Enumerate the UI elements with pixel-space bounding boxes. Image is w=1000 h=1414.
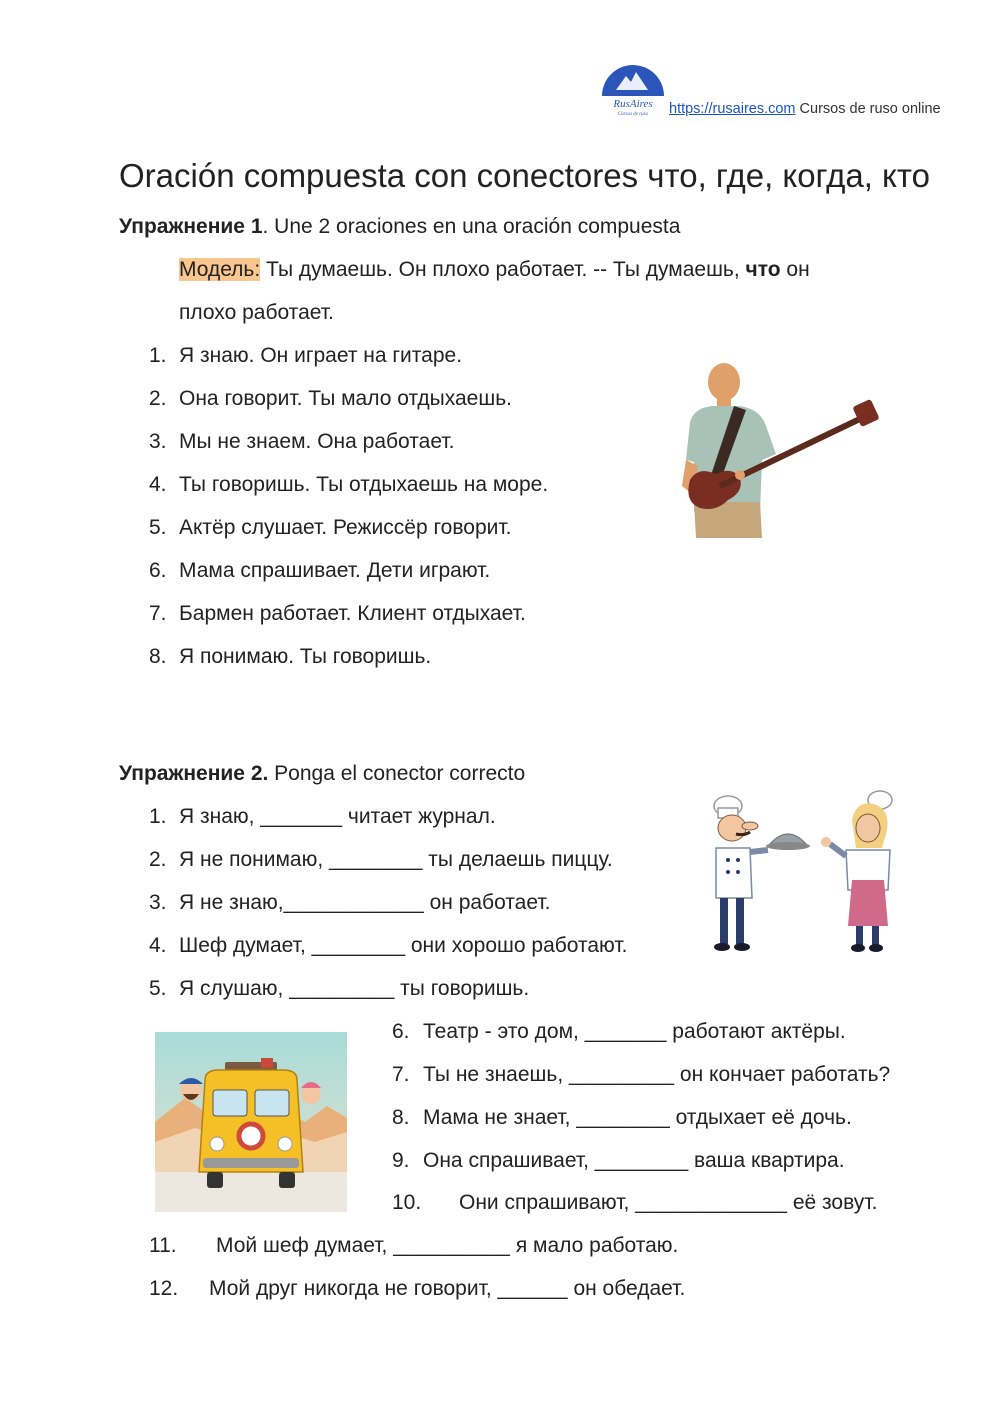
ex1-item bbox=[149, 559, 490, 583]
exercise-2-label: Упражнение 2. bbox=[119, 762, 269, 785]
item-text: Я не знаю,____________ он работает. bbox=[179, 891, 551, 914]
ex2-item bbox=[149, 934, 627, 958]
ex1-item bbox=[149, 430, 454, 454]
item-number: 6. bbox=[392, 1020, 410, 1043]
item-number: 7. bbox=[392, 1063, 410, 1086]
ex2-item bbox=[149, 1277, 685, 1301]
item-text: Мой шеф думает, __________ я мало работаю. bbox=[216, 1234, 679, 1257]
item-text: Я слушаю, _________ ты говоришь. bbox=[179, 977, 530, 1000]
page-title: Oración compuesta con conectores что, где, когда, кто bbox=[119, 157, 930, 194]
item-number: 5. bbox=[149, 516, 167, 539]
ex2-item bbox=[149, 891, 550, 915]
item-number: 12. bbox=[149, 1277, 179, 1300]
exercise-1-instruction: . Une 2 oraciones en una oración compuesta bbox=[262, 215, 681, 238]
ex1-item bbox=[149, 387, 512, 411]
item-text: Шеф думает, ________ они хорошо работают. bbox=[179, 934, 628, 957]
item-number: 11. bbox=[149, 1234, 177, 1257]
exercise-2-heading bbox=[119, 762, 525, 786]
item-number: 2. bbox=[149, 387, 167, 410]
item-number: 2. bbox=[149, 848, 167, 871]
ex2-item bbox=[392, 1063, 890, 1087]
item-number: 4. bbox=[149, 473, 167, 496]
ex1-item bbox=[149, 602, 526, 626]
item-number: 9. bbox=[392, 1149, 410, 1172]
item-text: Они спрашивают, _____________ её зовут. bbox=[459, 1191, 878, 1214]
ex1-item bbox=[149, 516, 511, 540]
van-illustration bbox=[155, 1032, 347, 1212]
item-text: Я знаю, _______ читает журнал. bbox=[179, 805, 496, 828]
model-text-end: он bbox=[780, 258, 810, 281]
item-text: Ты говоришь. Ты отдыхаешь на море. bbox=[179, 473, 549, 496]
item-text: Она говорит. Ты мало отдыхаешь. bbox=[179, 387, 512, 410]
item-number: 3. bbox=[149, 430, 167, 453]
item-number: 5. bbox=[149, 977, 167, 1000]
guitar-player-illustration bbox=[680, 362, 880, 542]
item-text: Я понимаю. Ты говоришь. bbox=[179, 645, 432, 668]
item-text: Я знаю. Он играет на гитаре. bbox=[179, 344, 463, 367]
ex1-item bbox=[149, 645, 431, 669]
ex2-item bbox=[149, 1234, 678, 1258]
ex2-item bbox=[149, 977, 529, 1001]
model-label: Модель: bbox=[179, 258, 261, 281]
svg-text:Cursos de ruso: Cursos de ruso bbox=[617, 112, 649, 117]
model-connector: что bbox=[745, 258, 781, 281]
item-number: 3. bbox=[149, 891, 167, 914]
exercise-2-instruction: Ponga el conector correcto bbox=[268, 762, 526, 785]
item-number: 8. bbox=[149, 645, 167, 668]
ex2-item bbox=[392, 1020, 846, 1044]
exercise-1-heading bbox=[119, 215, 680, 239]
ex1-item bbox=[149, 473, 548, 497]
ex2-item bbox=[392, 1149, 845, 1173]
item-text: Театр - это дом, _______ работают актёры. bbox=[423, 1020, 846, 1043]
item-number: 4. bbox=[149, 934, 167, 957]
ex2-item bbox=[392, 1106, 852, 1130]
ex2-item bbox=[149, 848, 613, 872]
item-number: 8. bbox=[392, 1106, 410, 1129]
ex2-item bbox=[149, 805, 496, 829]
item-text: Мама спрашивает. Дети играют. bbox=[179, 559, 491, 582]
svg-text:RusAires: RusAires bbox=[613, 98, 653, 110]
item-text: Актёр слушает. Режиссёр говорит. bbox=[179, 516, 512, 539]
header-link-line bbox=[669, 101, 941, 117]
ex1-item bbox=[149, 344, 462, 368]
site-tagline: Cursos de ruso online bbox=[799, 101, 941, 117]
model-line-1 bbox=[179, 258, 810, 282]
item-number: 1. bbox=[149, 344, 167, 367]
item-number: 10. bbox=[392, 1191, 422, 1214]
ex2-item bbox=[392, 1191, 877, 1215]
item-number: 1. bbox=[149, 805, 167, 828]
item-text: Она спрашивает, ________ ваша квартира. bbox=[423, 1149, 845, 1172]
item-text: Мы не знаем. Она работает. bbox=[179, 430, 455, 453]
item-text: Мама не знает, ________ отдыхает её дочь. bbox=[423, 1106, 852, 1129]
site-link[interactable]: https://rusaires.com bbox=[669, 101, 796, 117]
chefs-illustration bbox=[706, 790, 906, 955]
exercise-1-label: Упражнение 1 bbox=[119, 215, 263, 238]
model-line-2: плохо работает. bbox=[179, 301, 334, 324]
item-number: 7. bbox=[149, 602, 167, 625]
item-text: Я не понимаю, ________ ты делаешь пиццу. bbox=[179, 848, 613, 871]
item-number: 6. bbox=[149, 559, 167, 582]
rusaires-logo bbox=[598, 60, 668, 118]
item-text: Бармен работает. Клиент отдыхает. bbox=[179, 602, 526, 625]
item-text: Ты не знаешь, _________ он кончает работать? bbox=[423, 1063, 891, 1086]
item-text: Мой друг никогда не говорит, ______ он обедает. bbox=[209, 1277, 686, 1300]
model-text: Ты думаешь. Он плохо работает. -- Ты думаешь, bbox=[260, 258, 746, 281]
